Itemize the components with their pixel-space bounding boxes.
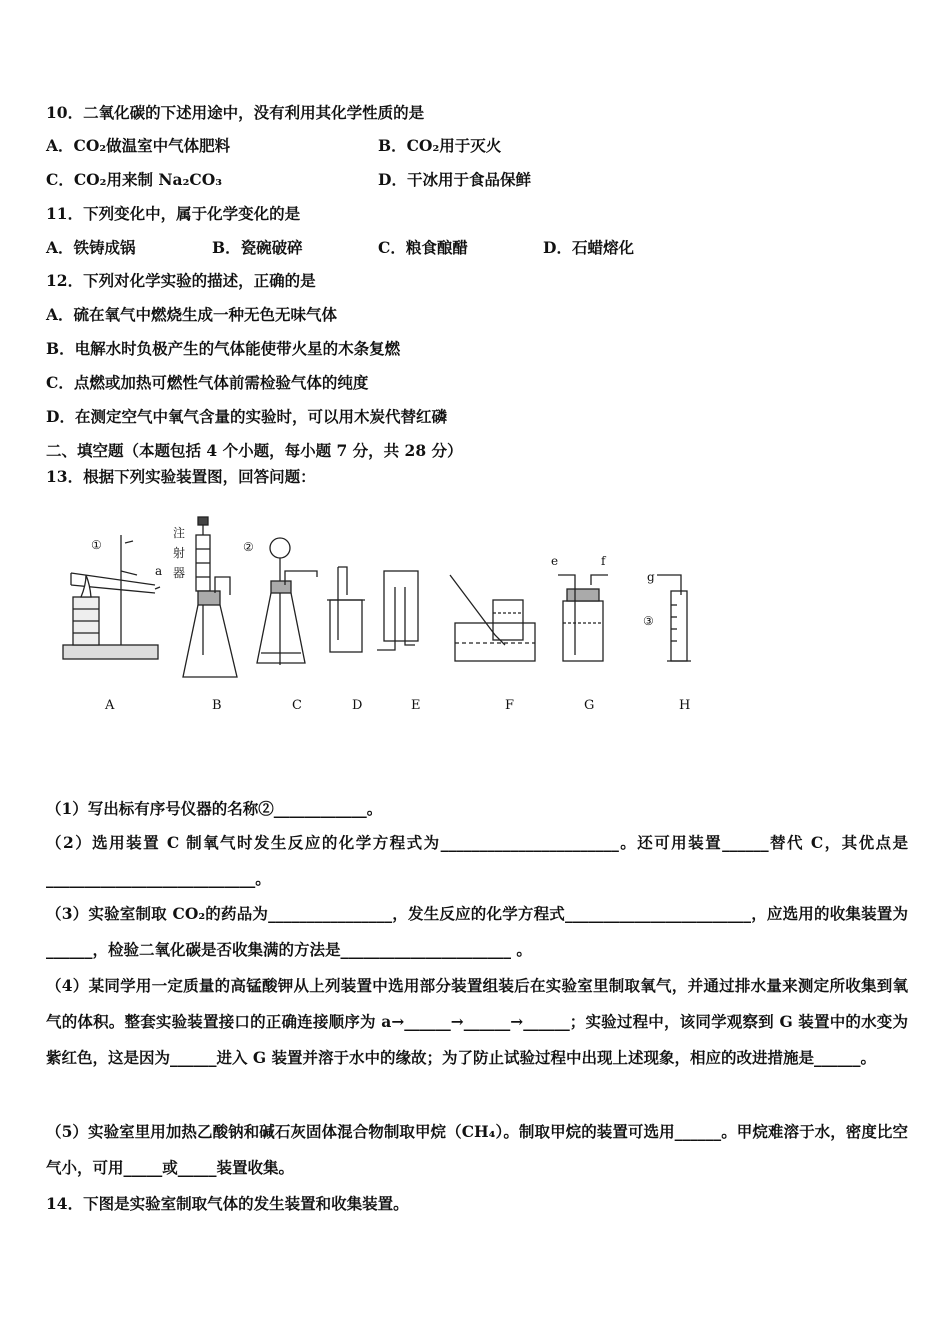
apparatus-e-icon: [377, 571, 418, 650]
apparatus-a-icon: [63, 535, 163, 659]
q11-option-a: A．铁铸成锅: [46, 238, 136, 257]
section-heading: 二、填空题（本题包括 4 个小题，每小题 7 分，共 28 分）: [46, 441, 463, 460]
syringe-char-1: 注: [173, 526, 186, 540]
q10-option-c: C．CO₂用来制 Na₂CO₃: [46, 170, 222, 189]
q10-option-a: A．CO₂做温室中气体肥料: [46, 136, 231, 155]
figure-label-b: B: [212, 698, 222, 713]
q11-option-b: B．瓷碗破碎: [212, 238, 303, 257]
label-e-port: e: [551, 554, 559, 568]
figure-label-f: F: [505, 698, 515, 713]
figure-label-d: D: [352, 698, 363, 713]
apparatus-figure: [55, 505, 715, 725]
mark-3: ③: [643, 614, 654, 628]
q12-option-a: A．硫在氧气中燃烧生成一种无色无味气体: [46, 305, 338, 324]
apparatus-f-icon: [450, 575, 535, 661]
q12-option-c: C．点燃或加热可燃性气体前需检验气体的纯度: [46, 373, 369, 392]
q10-option-b: B．CO₂用于灭火: [378, 136, 502, 155]
q12-stem: 12．下列对化学实验的描述，正确的是: [46, 271, 316, 290]
figure-label-a: A: [105, 698, 115, 713]
q13-part-3: （3）实验室制取 CO₂的药品为________________，发生反应的化学方程式________________________，应选用的收集装置为______，检验二氧化碳是否收集满的方法是______________________ 。: [46, 904, 908, 959]
q13-part-1: （1）写出标有序号仪器的名称②____________。: [46, 799, 383, 818]
q13-part-4: （4）某同学用一定质量的高锰酸钾从上列装置中选用部分装置组装后在实验室里制取氧气，并通过排水量来测定所收集到氧气的体积。整套实验装置接口的正确连接顺序为 a→______→______→______；实验过程中，该同学观察到 G 装置中的水变为紫红色，这是因为______进入 G 装置并溶于水中的缘故；为了防止试验过程中出现上述现象，相应的改进措施是______。: [46, 976, 908, 1067]
label-a-port: a: [155, 564, 163, 578]
q11-stem: 11．下列变化中，属于化学变化的是: [46, 204, 301, 223]
q10-stem: 10．二氧化碳的下述用途中，没有利用其化学性质的是: [46, 103, 425, 122]
label-g-port: g: [647, 570, 655, 584]
q13-part-2: （2）选用装置 C 制氧气时发生反应的化学方程式为_______________________。还可用装置______替代 C，其优点是___________________________。: [46, 833, 908, 888]
mark-1: ①: [91, 538, 102, 552]
q14-stem: 14．下图是实验室制取气体的发生装置和收集装置。: [46, 1194, 409, 1213]
q13-stem: 13．根据下列实验装置图，回答问题：: [46, 467, 316, 486]
q11-option-d: D．石蜡熔化: [543, 238, 634, 257]
q10-option-d: D．干冰用于食品保鲜: [378, 170, 531, 189]
syringe-char-2: 射: [173, 546, 186, 560]
figure-label-g: G: [584, 698, 595, 713]
q12-option-b: B．电解水时负极产生的气体能使带火星的木条复燃: [46, 339, 401, 358]
apparatus-h-icon: [657, 575, 691, 661]
figure-label-h: H: [679, 698, 691, 713]
apparatus-g-icon: [558, 575, 608, 661]
q12-option-d: D．在测定空气中氧气含量的实验时，可以用木炭代替红磷: [46, 407, 447, 426]
apparatus-c-icon: [257, 538, 317, 665]
label-f-port: f: [601, 554, 606, 568]
q11-option-c: C．粮食酿醋: [378, 238, 468, 257]
figure-label-e: E: [411, 698, 421, 713]
syringe-char-3: 器: [173, 566, 186, 580]
q13-part-5: （5）实验室里用加热乙酸钠和碱石灰固体混合物制取甲烷（CH₄）。制取甲烷的装置可选用______。甲烷难溶于水，密度比空气小，可用_____或_____装置收集。: [46, 1122, 908, 1177]
apparatus-b-icon: [183, 517, 237, 677]
figure-label-c: C: [292, 698, 302, 713]
mark-2: ②: [243, 540, 254, 554]
apparatus-d-icon: [327, 567, 365, 652]
